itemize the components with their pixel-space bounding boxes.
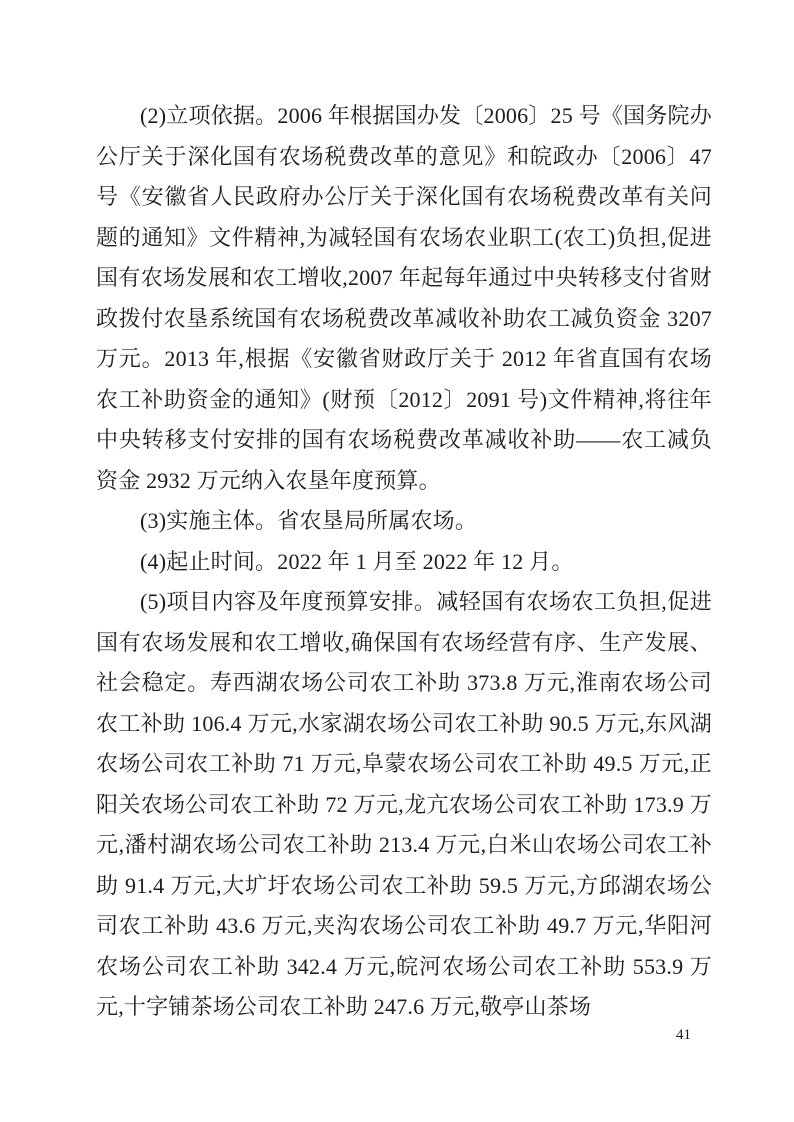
document-body [96, 96, 712, 1028]
page-number: 41 [676, 1027, 691, 1043]
paragraph-project-basis: (2)立项依据。2006 年根据国办发〔2006〕25 号《国务院办公厅关于深化国有农场税费改革的意见》和皖政办〔2006〕47 号《安徽省人民政府办公厅关于深化国有农场税费改革有关问题的通知》文件精神,为减轻国有农场农业职工(农工)负担,促进国有农场发展和农工增收,2007 年起每年通过中央转移支付省财政拨付农垦系统国有农场税费改革减收补助农工减负资金 3207 万元。2013 年,根据《安徽省财政厅关于 2012 年省直国有农场农工补助资金的通知》(财预〔2012〕2091 号)文件精神,将往年中央转移支付安排的国有农场税费改革减收补助——农工减负资金 2932 万元纳入农垦年度预算。 [96, 103, 712, 493]
paragraph-time-period: (4)起止时间。2022 年 1 月至 2022 年 12 月。 [140, 548, 574, 574]
paragraph-implementing-body: (3)实施主体。省农垦局所属农场。 [140, 508, 478, 533]
paragraph-project-content-budget: (5)项目内容及年度预算安排。减轻国有农场农工负担,促进国有农场发展和农工增收,确保国有农场经营有序、生产发展、社会稳定。寿西湖农场公司农工补助 373.8 万元,淮南农场公司农工补助 106.4 万元,水家湖农场公司农工补助 90.5 万元,东风湖农场公司农工补助 71 万元,阜蒙农场公司农工补助 49.5 万元,正阳关农场公司农工补助 72 万元,龙亢农场公司农工补助 173.9 万元,潘村湖农场公司农工补助 213.4 万元,白米山农场公司农工补助 91.4 万元,大圹圩农场公司农工补助 59.5 万元,方邱湖农场公司农工补助 43.6 万元,夹沟农场公司农工补助 49.7 万元,华阳河农场公司农工补助 342.4 万元,皖河农场公司农工补助 553.9 万元,十字铺茶场公司农工补助 247.6 万元,敬亭山茶场 [96, 589, 712, 1019]
